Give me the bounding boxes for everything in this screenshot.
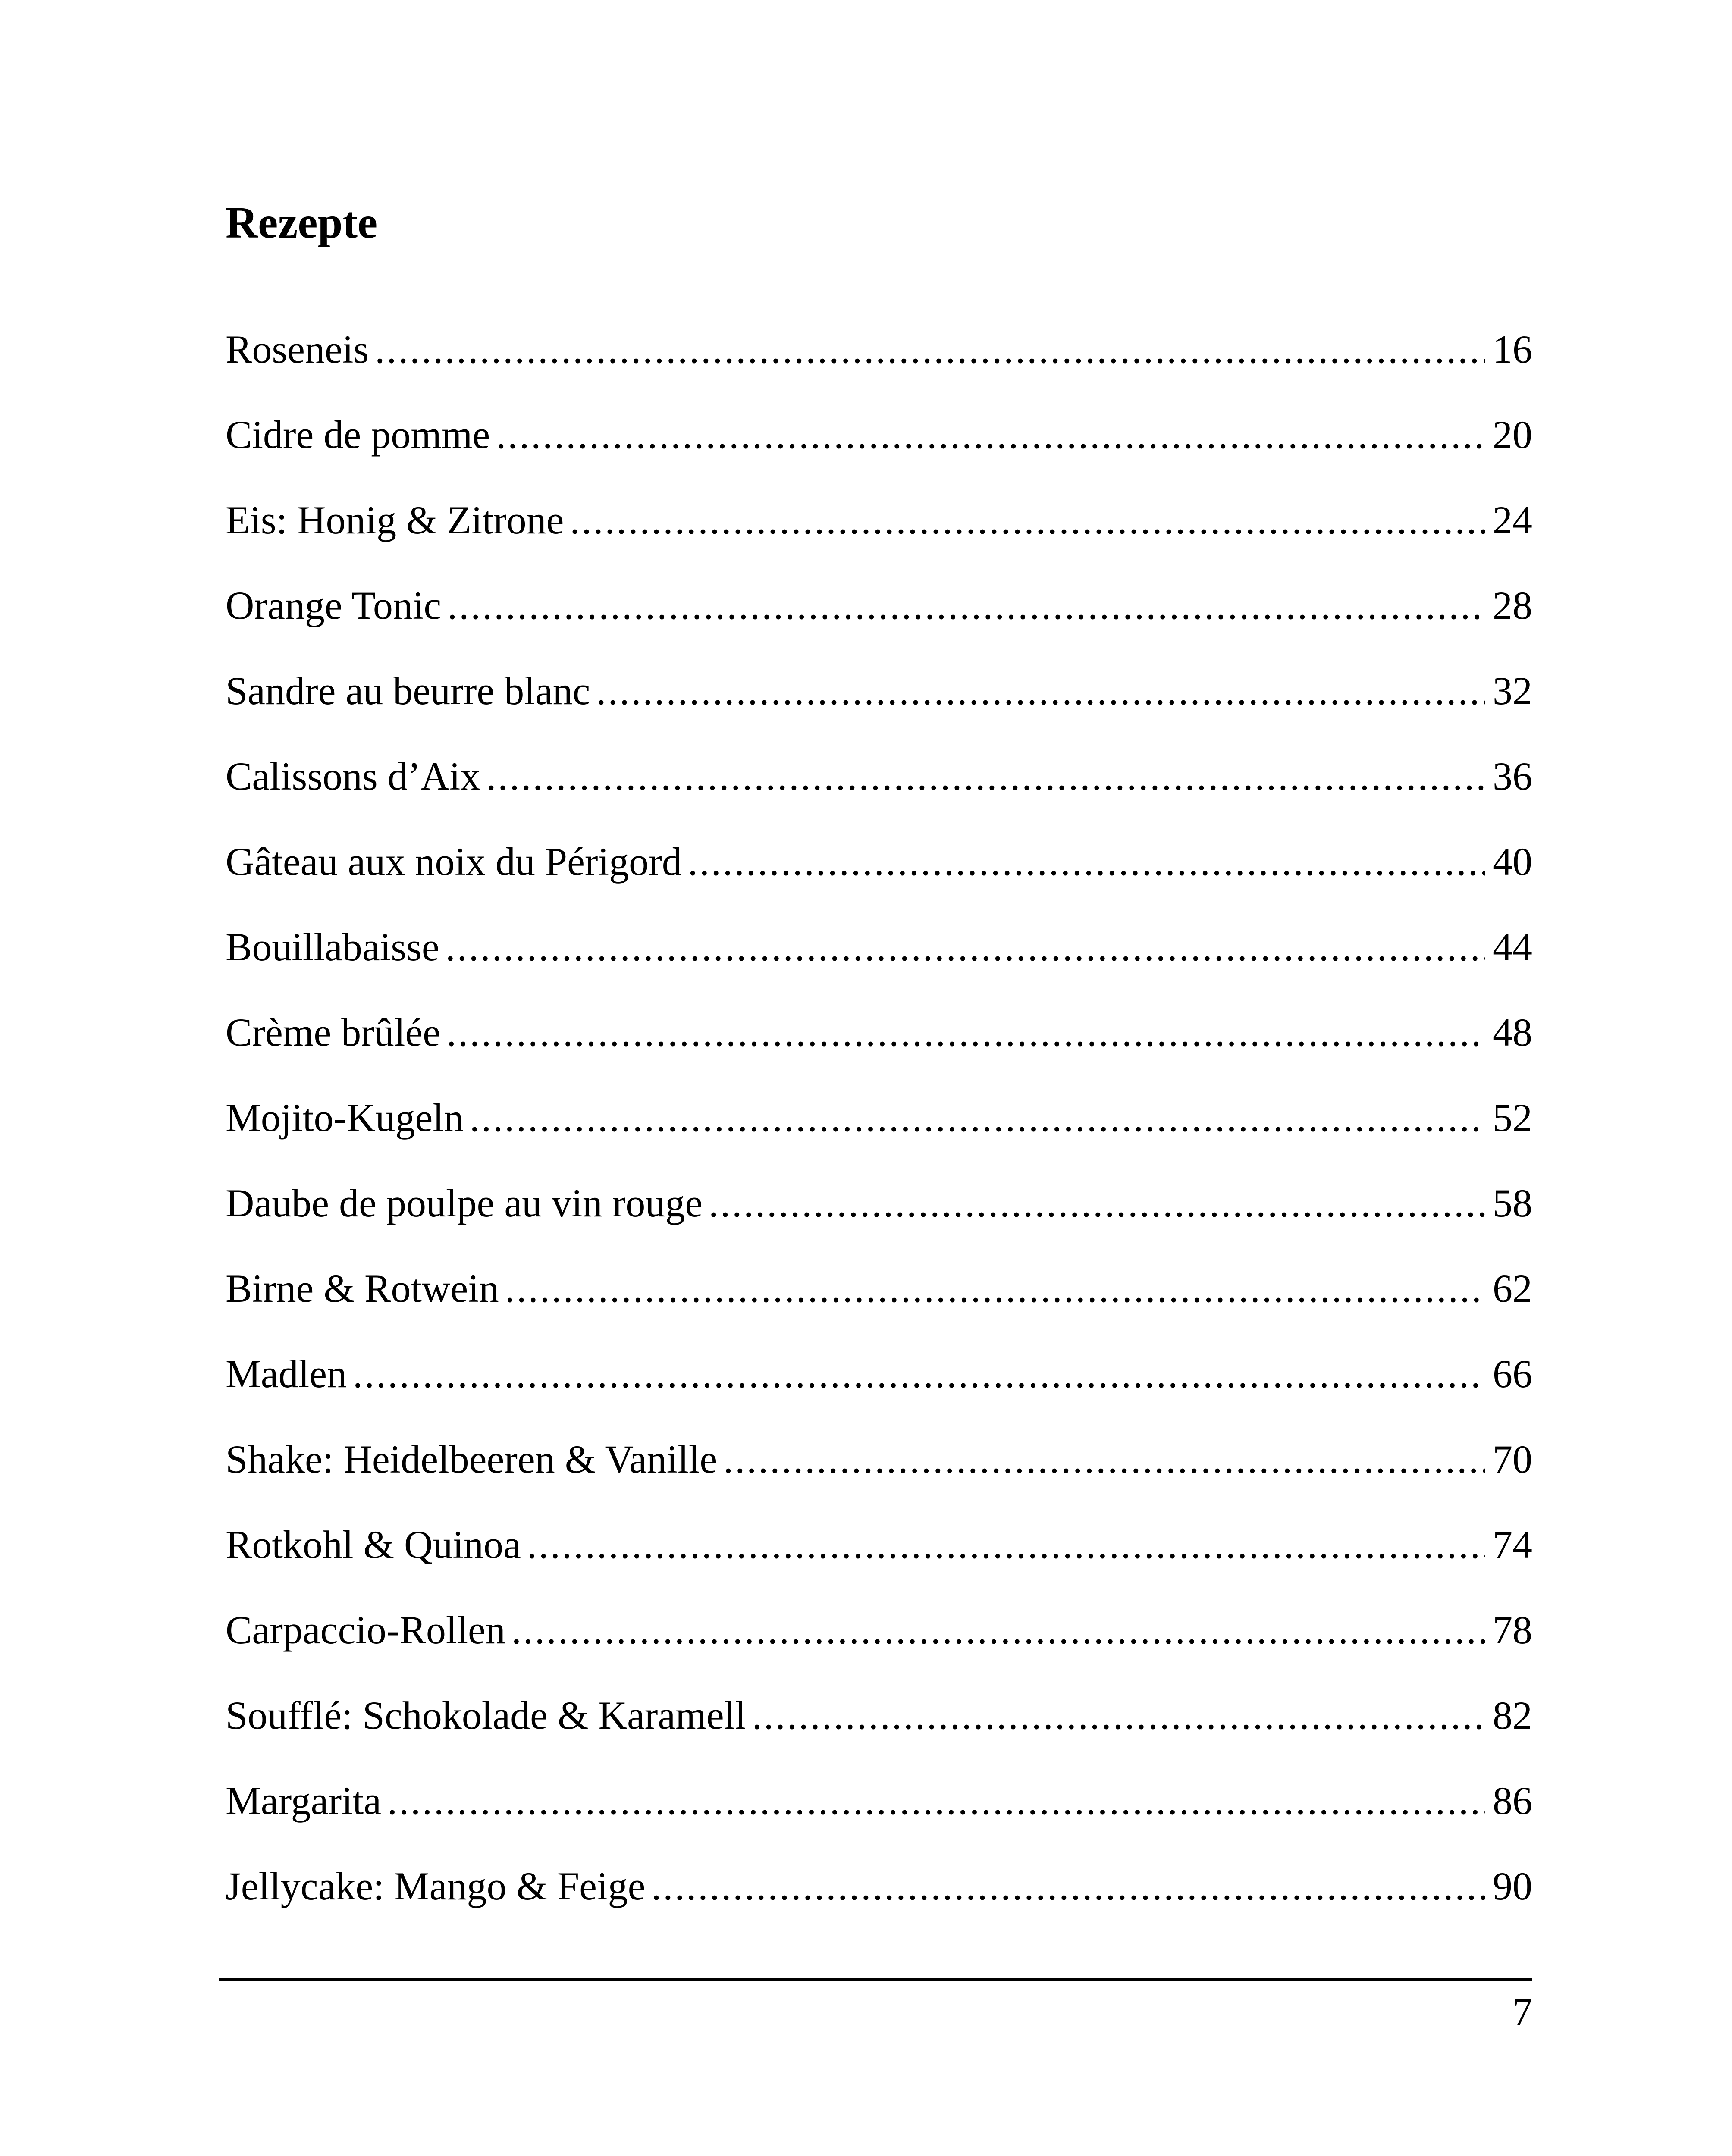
- toc-entry-page: 62: [1493, 1266, 1532, 1310]
- toc-entry: [226, 582, 1532, 667]
- toc-entry: [226, 1435, 1532, 1521]
- dot-leader: [470, 1094, 1485, 1141]
- dot-leader: [446, 923, 1485, 971]
- table-of-contents: [226, 326, 1532, 1948]
- toc-entry-page: 74: [1493, 1523, 1532, 1567]
- dot-leader: [752, 1692, 1485, 1739]
- toc-entry: [226, 496, 1532, 582]
- toc-entry-title: Birne & Rotwein: [226, 1266, 499, 1310]
- toc-entry-page: 16: [1493, 327, 1532, 371]
- toc-entry-page: 20: [1493, 413, 1532, 457]
- toc-entry-title: Bouillabaisse: [226, 925, 439, 969]
- toc-entry-title: Margarita: [226, 1779, 382, 1823]
- toc-entry-title: Carpaccio-Rollen: [226, 1608, 505, 1652]
- page-number: 7: [1512, 1990, 1532, 2034]
- toc-entry-title: Cidre de pomme: [226, 413, 490, 457]
- toc-entry-title: Orange Tonic: [226, 583, 442, 627]
- toc-entry: [226, 1265, 1532, 1350]
- dot-leader: [505, 1265, 1485, 1312]
- toc-entry-title: Sandre au beurre blanc: [226, 669, 590, 713]
- toc-entry: [226, 923, 1532, 1009]
- toc-entry: [226, 1009, 1532, 1094]
- dot-leader: [511, 1606, 1485, 1654]
- toc-entry: [226, 326, 1532, 411]
- toc-entry-title: Daube de poulpe au vin rouge: [226, 1181, 703, 1225]
- dot-leader: [353, 1350, 1485, 1398]
- toc-entry: [226, 1094, 1532, 1179]
- toc-entry-page: 48: [1493, 1010, 1532, 1054]
- toc-entry-page: 24: [1493, 498, 1532, 542]
- toc-entry-title: Madlen: [226, 1352, 347, 1396]
- toc-entry-title: Roseneis: [226, 327, 369, 371]
- toc-entry-title: Mojito-Kugeln: [226, 1096, 464, 1140]
- toc-entry-page: 28: [1493, 583, 1532, 627]
- dot-leader: [651, 1862, 1485, 1910]
- toc-entry-page: 86: [1493, 1779, 1532, 1823]
- toc-entry-page: 66: [1493, 1352, 1532, 1396]
- toc-entry: [226, 1692, 1532, 1777]
- dot-leader: [496, 411, 1485, 458]
- toc-entry-page: 36: [1493, 754, 1532, 798]
- toc-entry-page: 78: [1493, 1608, 1532, 1652]
- toc-entry: [226, 1179, 1532, 1265]
- toc-entry: [226, 752, 1532, 838]
- dot-leader: [486, 752, 1485, 800]
- dot-leader: [596, 667, 1485, 714]
- dot-leader: [570, 496, 1485, 544]
- toc-entry: [226, 1862, 1532, 1948]
- toc-entry-page: 44: [1493, 925, 1532, 969]
- toc-entry-title: Crème brûlée: [226, 1010, 441, 1054]
- toc-entry: [226, 667, 1532, 752]
- toc-entry-page: 58: [1493, 1181, 1532, 1225]
- dot-leader: [375, 326, 1485, 373]
- dot-leader: [527, 1521, 1485, 1568]
- footer-rule: [219, 1978, 1532, 1981]
- toc-entry: [226, 1777, 1532, 1862]
- toc-entry-page: 82: [1493, 1693, 1532, 1737]
- dot-leader: [446, 1009, 1485, 1056]
- dot-leader: [723, 1435, 1485, 1483]
- dot-leader: [688, 838, 1485, 885]
- toc-entry-page: 70: [1493, 1437, 1532, 1481]
- toc-entry-page: 52: [1493, 1096, 1532, 1140]
- toc-entry: [226, 411, 1532, 496]
- toc-entry-page: 40: [1493, 840, 1532, 884]
- toc-entry-title: Rotkohl & Quinoa: [226, 1523, 521, 1567]
- toc-entry: [226, 1606, 1532, 1692]
- toc-entry-title: Jellycake: Mango & Feige: [226, 1864, 646, 1908]
- page-title: Rezepte: [226, 198, 378, 248]
- toc-entry: [226, 1350, 1532, 1435]
- toc-entry-title: Shake: Heidelbeeren & Vanille: [226, 1437, 718, 1481]
- toc-entry: [226, 838, 1532, 923]
- toc-entry-title: Gâteau aux noix du Périgord: [226, 840, 682, 884]
- toc-entry-title: Soufflé: Schokolade & Karamell: [226, 1693, 746, 1737]
- toc-entry-title: Eis: Honig & Zitrone: [226, 498, 564, 542]
- toc-entry: [226, 1521, 1532, 1606]
- toc-entry-page: 32: [1493, 669, 1532, 713]
- dot-leader: [709, 1179, 1485, 1227]
- dot-leader: [387, 1777, 1485, 1824]
- toc-entry-title: Calissons d’Aix: [226, 754, 480, 798]
- toc-entry-page: 90: [1493, 1864, 1532, 1908]
- dot-leader: [447, 582, 1485, 629]
